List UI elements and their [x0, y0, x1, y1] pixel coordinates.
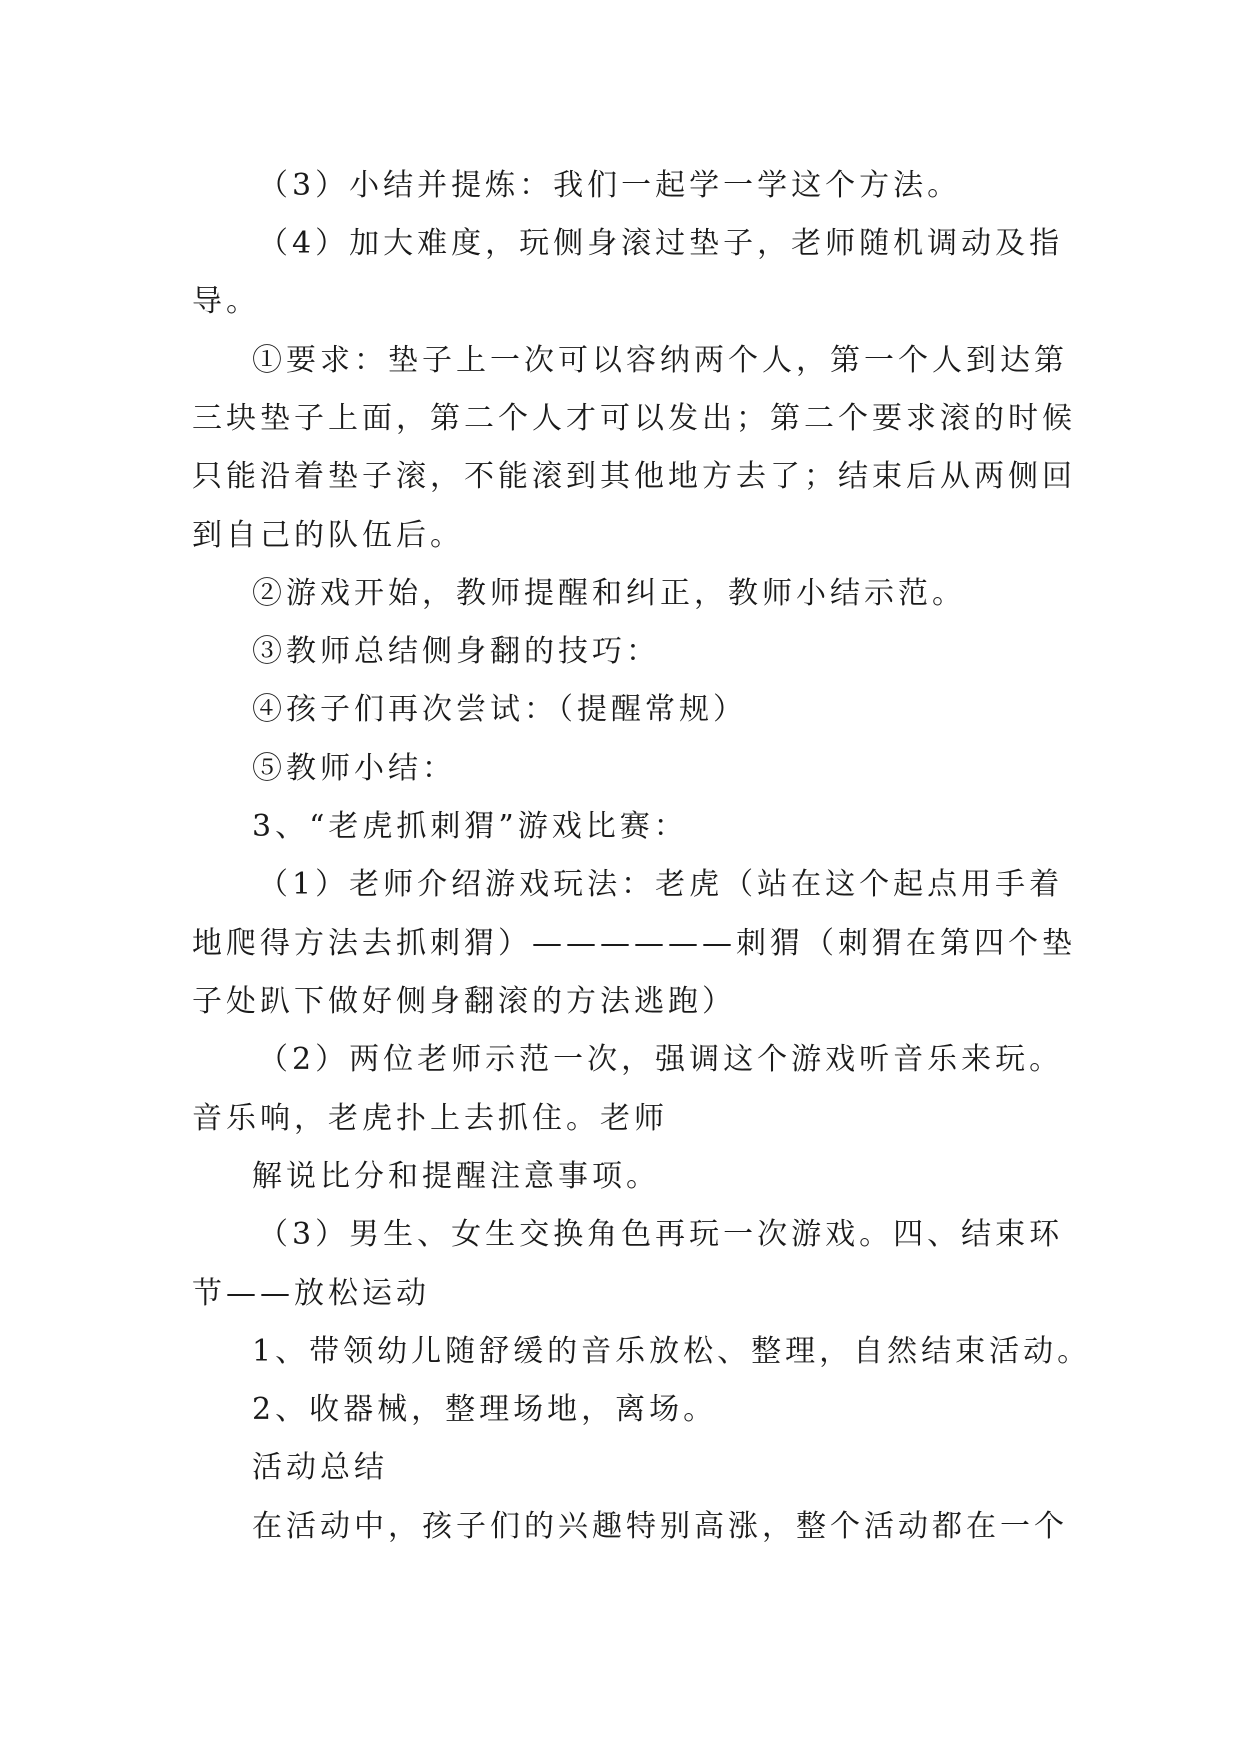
paragraph-line: 节——放松运动: [192, 1276, 430, 1311]
paragraph-line: （3）男生、女生交换角色再玩一次游戏。四、结束环: [258, 1217, 1064, 1252]
paragraph-line: 三块垫子上面，第二个人才可以发出；第二个要求滚的时候: [192, 401, 1076, 436]
paragraph-line: 1、带领幼儿随舒缓的音乐放松、整理，自然结束活动。: [252, 1334, 1092, 1369]
paragraph-line: （4）加大难度，玩侧身滚过垫子，老师随机调动及指: [258, 226, 1064, 261]
paragraph-line: ①要求：垫子上一次可以容纳两个人，第一个人到达第: [252, 343, 1068, 378]
paragraph-line: ⑤教师小结：: [252, 751, 456, 786]
paragraph-line: 2、收器械，整理场地，离场。: [252, 1392, 718, 1427]
paragraph-line: 解说比分和提醒注意事项。: [252, 1159, 660, 1194]
paragraph-line: 活动总结: [252, 1450, 388, 1485]
paragraph-line: ③教师总结侧身翻的技巧：: [252, 634, 660, 669]
paragraph-line: 只能沿着垫子滚，不能滚到其他地方去了；结束后从两侧回: [192, 459, 1076, 494]
paragraph-line: 地爬得方法去抓刺猬）——————刺猬（刺猬在第四个垫: [192, 926, 1076, 961]
paragraph-line: 到自己的队伍后。: [192, 518, 464, 553]
paragraph-line: （3）小结并提炼：我们一起学一学这个方法。: [258, 168, 962, 203]
paragraph-line: （1）老师介绍游戏玩法：老虎（站在这个起点用手着: [258, 867, 1064, 902]
paragraph-line: ④孩子们再次尝试：（提醒常规）: [252, 692, 747, 727]
paragraph-line: 导。: [192, 284, 260, 319]
paragraph-line: （2）两位老师示范一次，强调这个游戏听音乐来玩。: [258, 1042, 1064, 1077]
paragraph-line: 音乐响，老虎扑上去抓住。老师: [192, 1101, 668, 1136]
paragraph-line: 子处趴下做好侧身翻滚的方法逃跑）: [192, 984, 736, 1019]
paragraph-line: ②游戏开始，教师提醒和纠正，教师小结示范。: [252, 576, 966, 611]
paragraph-line: 在活动中，孩子们的兴趣特别高涨，整个活动都在一个: [252, 1509, 1068, 1544]
paragraph-line: 3、“老虎抓刺猬”游戏比赛：: [252, 809, 688, 844]
